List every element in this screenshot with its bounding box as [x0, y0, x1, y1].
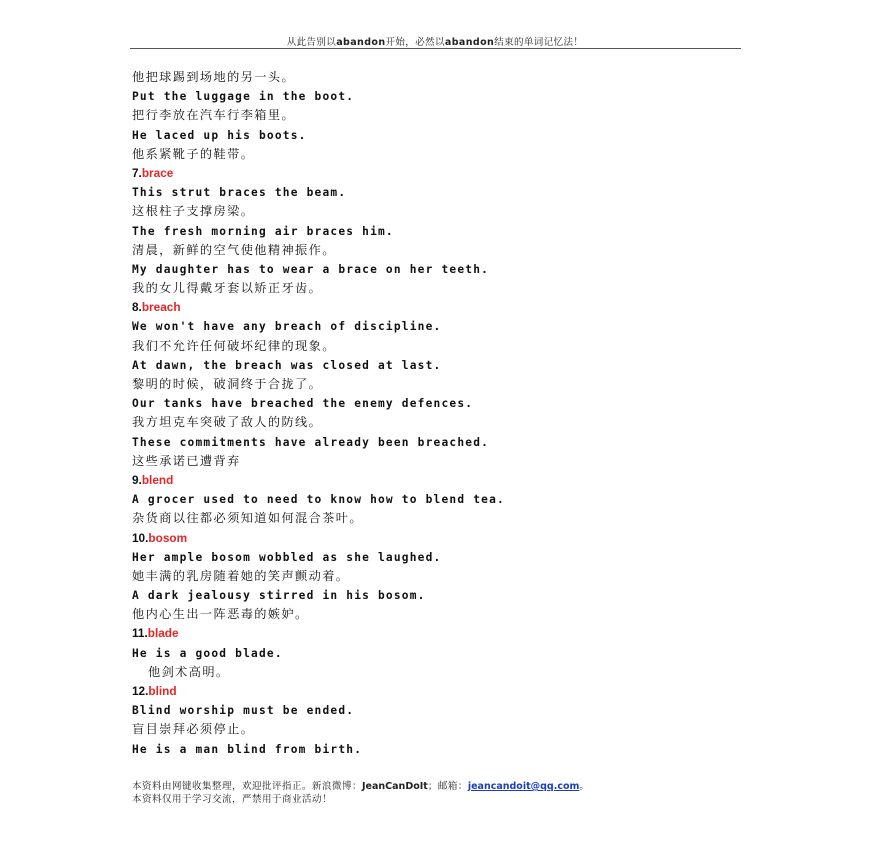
entry-word: brace — [141, 165, 174, 180]
header-word-2: abandon — [444, 37, 495, 48]
header-rule — [130, 48, 741, 49]
entry-heading — [132, 529, 732, 548]
entry-number: 10. — [132, 530, 149, 545]
example-sentence-english: He is a good blade. — [132, 646, 283, 660]
example-sentence-chinese: 他把球踢到场地的另一头。 — [132, 70, 296, 84]
entry-number: 7. — [132, 165, 142, 180]
example-sentence-chinese: 清晨，新鲜的空气使他精神振作。 — [132, 242, 336, 257]
example-sentence-chinese: 我方坦克车突破了敌人的防线。 — [132, 415, 323, 430]
example-sentence-english: Her ample bosom wobbled as she laughed. — [132, 550, 442, 564]
entry-word: blade — [147, 626, 179, 641]
entry-heading — [132, 164, 732, 183]
entry-number: 9. — [132, 472, 142, 487]
example-sentence-chinese: 他剑术高明。 — [148, 664, 230, 679]
header-text-post: 结束的单词记忆法！ — [494, 37, 584, 48]
entry-number: 12. — [132, 684, 149, 698]
footer-text-pre: 本资料由网键收集整理，欢迎批评指正。新浪微博： — [132, 781, 363, 792]
example-sentence-chinese: 这根柱子支撑房梁。 — [132, 204, 255, 219]
example-sentence-english: A grocer used to need to know how to blend tea. — [132, 493, 505, 507]
example-sentence-english: He is a man blind from birth. — [132, 742, 363, 756]
example-sentence-english: Blind worship must be ended. — [132, 704, 355, 718]
entry-word: blind — [148, 684, 177, 698]
footer-email-link[interactable]: jeancandoit@qq.com — [467, 781, 580, 792]
example-sentence-english: At dawn, the breach was closed at last. — [132, 358, 442, 372]
example-sentence-chinese: 她丰满的乳房随着她的笑声颤动着。 — [132, 568, 350, 583]
entry-number: 8. — [132, 300, 142, 315]
page-footer — [132, 781, 589, 806]
example-sentence-chinese: 他内心生出一阵恶毒的嫉妒。 — [132, 607, 309, 622]
example-sentence-chinese: 我的女儿得戴牙套以矫正牙齿。 — [132, 281, 323, 296]
example-sentence-english: Our tanks have breached the enemy defences. — [132, 397, 474, 411]
example-sentence-english: My daughter has to wear a brace on her teeth. — [132, 262, 490, 276]
example-sentence-chinese: 这些承诺已遭背弃 — [132, 453, 241, 468]
entry-heading — [132, 298, 732, 317]
header-text-mid: 开始，必然以 — [385, 37, 445, 48]
example-sentence-chinese: 黎明的时候，破洞终于合拢了。 — [132, 377, 323, 391]
footer-text-post: 。 — [579, 781, 590, 792]
entry-heading — [132, 682, 732, 701]
vocabulary-content — [132, 68, 732, 759]
entry-word: bosom — [148, 530, 188, 545]
example-sentence-chinese: 杂货商以往都必须知道如何混合茶叶。 — [132, 511, 363, 526]
example-sentence-chinese: 我们不允许任何破坏纪律的现象。 — [132, 338, 336, 353]
example-sentence-chinese: 把行李放在汽车行李箱里。 — [132, 108, 296, 123]
header-word-1: abandon — [336, 37, 386, 48]
example-sentence-english: A dark jealousy stirred in his bosom. — [132, 589, 426, 603]
footer-line-2: 本资料仅用于学习交流，严禁用于商业活动！ — [132, 793, 333, 805]
example-sentence-english: The fresh morning air braces him. — [132, 224, 394, 238]
entry-heading — [132, 471, 732, 490]
entry-word: blend — [141, 472, 174, 487]
example-sentence-english: Put the luggage in the boot. — [132, 90, 355, 104]
page-header — [0, 34, 870, 48]
example-sentence-english: We won't have any breach of discipline. — [132, 320, 442, 334]
example-sentence-english: He laced up his boots. — [132, 128, 307, 142]
example-sentence-english: These commitments have already been breached. — [132, 435, 490, 449]
entry-heading — [132, 624, 732, 643]
footer-line-1 — [132, 781, 589, 794]
entry-number: 11. — [132, 626, 148, 641]
example-sentence-english: This strut braces the beam. — [132, 186, 347, 200]
entry-word: breach — [141, 300, 181, 315]
example-sentence-chinese: 盲目崇拜必须停止。 — [132, 722, 255, 737]
footer-weibo: JeanCanDoIt — [362, 781, 428, 792]
example-sentence-chinese: 他系紧靴子的鞋带。 — [132, 146, 255, 161]
header-text-pre: 从此告别以 — [286, 37, 337, 48]
footer-text-mid: ；邮箱： — [427, 781, 468, 792]
